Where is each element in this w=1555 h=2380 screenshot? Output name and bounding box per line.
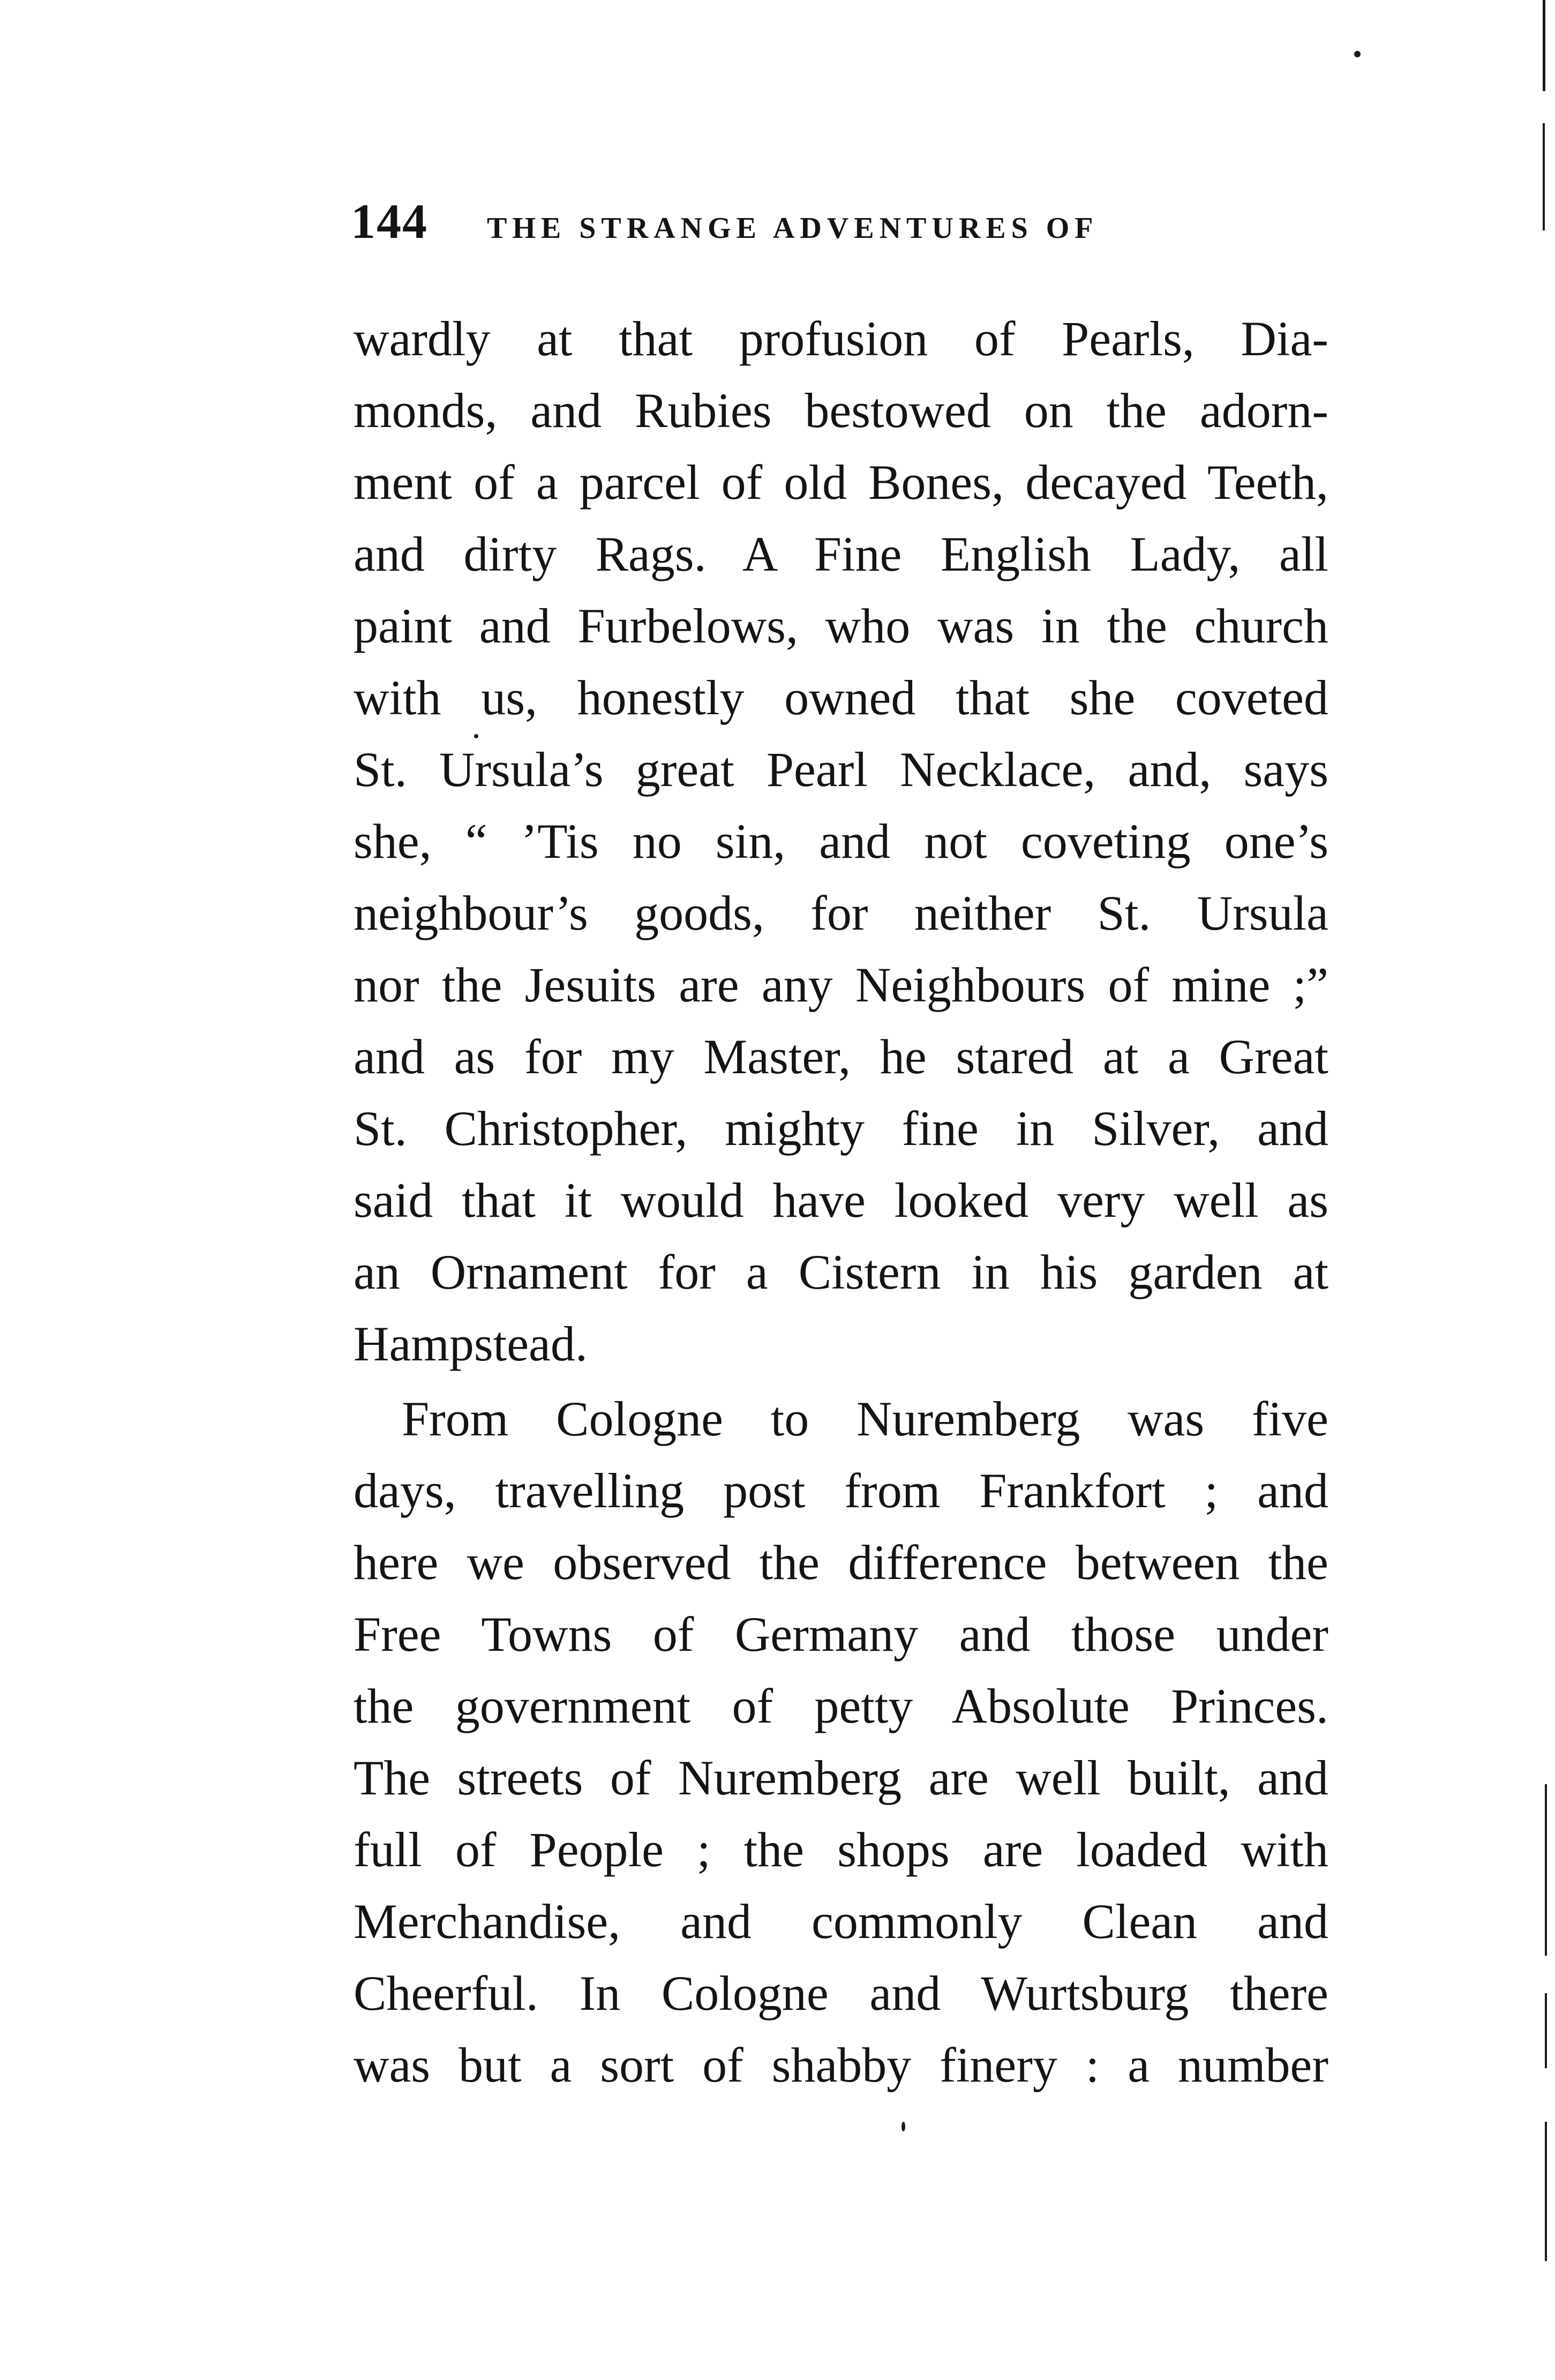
text-line: and as for my Master, he stared at a Great [354, 1029, 1328, 1084]
text-line: with us, honestly owned that she coveted [354, 670, 1328, 725]
text-line: days, travelling post from Frankfort ; and [354, 1463, 1328, 1518]
text-line: wardly at that profusion of Pearls, Dia- [354, 311, 1328, 366]
text-line: she, “ ’Tis no sin, and not coveting one’s [354, 814, 1328, 869]
text-line: said that it would have looked very well as [354, 1173, 1328, 1228]
text-line: St. Christopher, mighty fine in Silver, and [354, 1101, 1328, 1156]
scan-edge-mark [1545, 1784, 1547, 1956]
text-line: St. Ursula’s great Pearl Necklace, and, says [354, 742, 1328, 797]
text-line: an Ornament for a Cistern in his garden at [354, 1245, 1328, 1299]
text-line: paint and Furbelows, who was in the church [354, 598, 1328, 653]
scan-edge-mark [1545, 2122, 1547, 2261]
text-line: was but a sort of shabby finery : a number [354, 2038, 1328, 2092]
text-line: monds, and Rubies bestowed on the adorn- [354, 383, 1328, 438]
text-line: Merchandise, and commonly Clean and [354, 1894, 1328, 1949]
text-line: Free Towns of Germany and those under [354, 1607, 1328, 1661]
text-line: neighbour’s goods, for neither St. Ursula [354, 886, 1328, 940]
page-number: 144 [351, 194, 428, 249]
body-text [354, 303, 1328, 2101]
text-line: the government of petty Absolute Princes. [354, 1679, 1328, 1733]
text-line: From Cologne to Nuremberg was five [402, 1391, 1328, 1446]
text-line: The streets of Nuremberg are well built, and [354, 1750, 1328, 1805]
text-line: ment of a parcel of old Bones, decayed Teeth, [354, 455, 1328, 510]
text-line: full of People ; the shops are loaded with [354, 1822, 1328, 1877]
running-title: THE STRANGE ADVENTURES OF [487, 212, 1099, 245]
ink-speck [474, 734, 478, 738]
scan-edge-mark [1545, 1993, 1547, 2068]
ink-speck [1354, 51, 1361, 57]
scan-edge-mark [1543, 0, 1545, 91]
text-line: here we observed the difference between the [354, 1535, 1328, 1590]
text-line: and dirty Rags. A Fine English Lady, all [354, 527, 1328, 581]
text-line: nor the Jesuits are any Neighbours of mine ;” [354, 957, 1328, 1012]
text-line: Cheerful. In Cologne and Wurtsburg there [354, 1966, 1328, 2020]
text-line: Hampstead. [354, 1316, 588, 1371]
scan-edge-mark [1543, 123, 1545, 230]
page-header [351, 193, 1395, 252]
ink-speck [902, 2122, 905, 2131]
